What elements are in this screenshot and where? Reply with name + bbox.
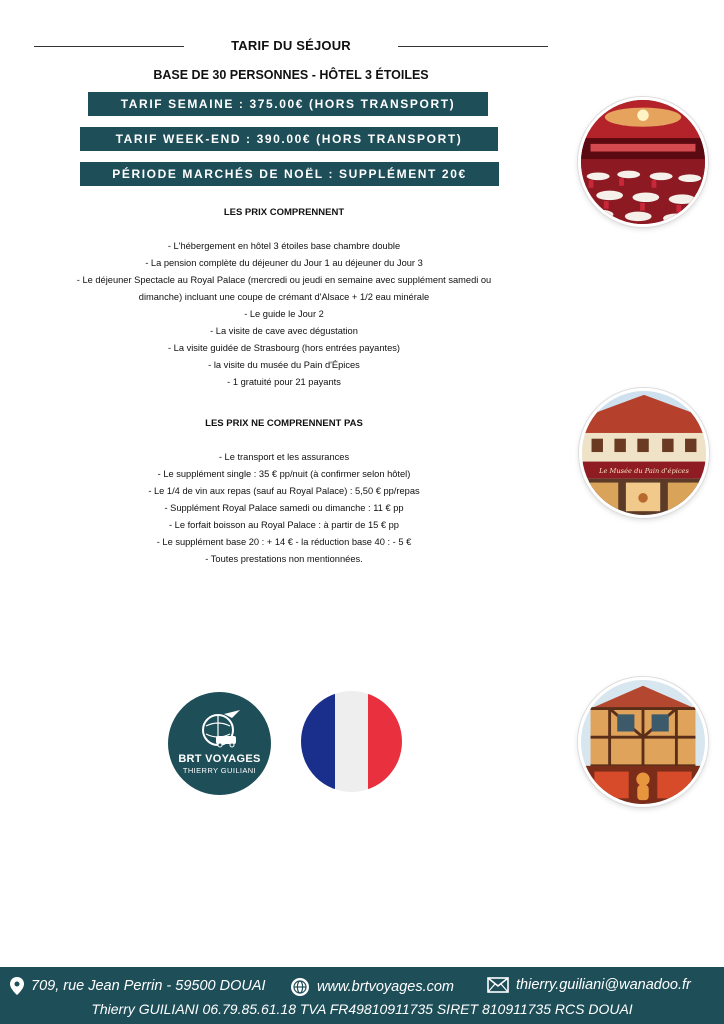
tariff-week-band: TARIF SEMAINE : 375.00€ (HORS TRANSPORT) — [88, 92, 488, 116]
list-item: - Le supplément single : 35 € pp/nuit (à confirmer selon hôtel) — [157, 469, 411, 479]
brt-voyages-logo — [168, 692, 271, 795]
title-divider-right — [398, 46, 548, 47]
timbered-house-illustration — [581, 680, 705, 804]
list-item: - La visite guidée de Strasbourg (hors entrées payantes) — [167, 343, 401, 353]
timbered-house-photo — [578, 677, 708, 807]
globe-plane-icon — [198, 706, 242, 750]
page-title: TARIF DU SÉJOUR — [231, 38, 351, 53]
list-item: - 1 gratuité pour 21 payants — [227, 377, 341, 387]
list-item: - Le forfait boisson au Royal Palace : à partir de 15 € pp — [169, 520, 399, 530]
list-item: - Le 1/4 de vin aux repas (sauf au Royal Palace) : 5,50 € pp/repas — [148, 486, 420, 496]
museum-sign-text: Le Musée du Pain d'épices — [599, 467, 689, 476]
list-item: dimanche) incluant une coupe de crémant d'Alsace + 1/2 eau minérale — [138, 292, 430, 302]
excluded-list — [34, 449, 534, 568]
footer-website[interactable] — [290, 977, 454, 997]
list-item: - la visite du musée du Pain d'Épices — [208, 360, 360, 370]
logo-subname: THIERRY GUILIANI — [182, 766, 257, 775]
list-item: - La visite de cave avec dégustation — [210, 326, 358, 336]
included-list — [34, 238, 534, 391]
list-item: - Le guide le Jour 2 — [244, 309, 324, 319]
logo-name: BRT VOYAGES — [178, 753, 261, 765]
address-text: 709, rue Jean Perrin - 59500 DOUAI — [31, 978, 266, 994]
list-item: - La pension complète du déjeuner du Jour 1 au déjeuner du Jour 3 — [145, 258, 423, 268]
page-subtitle: BASE DE 30 PERSONNES - HÔTEL 3 ÉTOILES — [153, 68, 429, 82]
website-link[interactable]: www.brtvoyages.com — [317, 979, 454, 995]
map-pin-icon — [10, 977, 24, 995]
flag-stripe-red — [368, 691, 402, 792]
title-row — [34, 36, 548, 56]
list-item: - Toutes prestations non mentionnées. — [205, 554, 363, 564]
footer-legal: Thierry GUILIANI 06.79.85.61.18 TVA FR49810911735 SIRET 810911735 RCS DOUAI — [91, 1001, 633, 1017]
footer-email[interactable] — [487, 977, 691, 993]
footer-address — [10, 977, 266, 995]
royal-palace-illustration — [581, 100, 705, 224]
french-flag — [301, 691, 402, 792]
list-item: - Supplément Royal Palace samedi ou dimanche : 11 € pp — [164, 503, 404, 513]
tariff-weekend-band: TARIF WEEK-END : 390.00€ (HORS TRANSPORT) — [80, 127, 498, 151]
flag-stripe-blue — [301, 691, 335, 792]
footer-contact-row — [0, 977, 724, 997]
list-item: - Le transport et les assurances — [218, 452, 350, 462]
list-item: - Le déjeuner Spectacle au Royal Palace (mercredi ou jeudi en semaine avec supplément samedi ou — [76, 275, 492, 285]
included-title: LES PRIX COMPRENNENT — [223, 207, 345, 218]
excluded-title: LES PRIX NE COMPRENNENT PAS — [205, 418, 363, 429]
envelope-icon — [487, 977, 509, 993]
list-item: - L'hébergement en hôtel 3 étoiles base chambre double — [167, 241, 401, 251]
gingerbread-museum-illustration — [582, 391, 706, 515]
flag-stripe-white — [335, 691, 369, 792]
globe-icon — [290, 977, 310, 997]
royal-palace-photo — [578, 97, 708, 227]
gingerbread-museum-photo — [579, 388, 709, 518]
footer — [0, 967, 724, 1024]
email-link[interactable]: thierry.guiliani@wanadoo.fr — [516, 977, 691, 993]
list-item: - Le supplément base 20 : + 14 € - la réduction base 40 : - 5 € — [156, 537, 412, 547]
tariff-christmas-band: PÉRIODE MARCHÉS DE NOËL : SUPPLÉMENT 20€ — [80, 162, 499, 186]
